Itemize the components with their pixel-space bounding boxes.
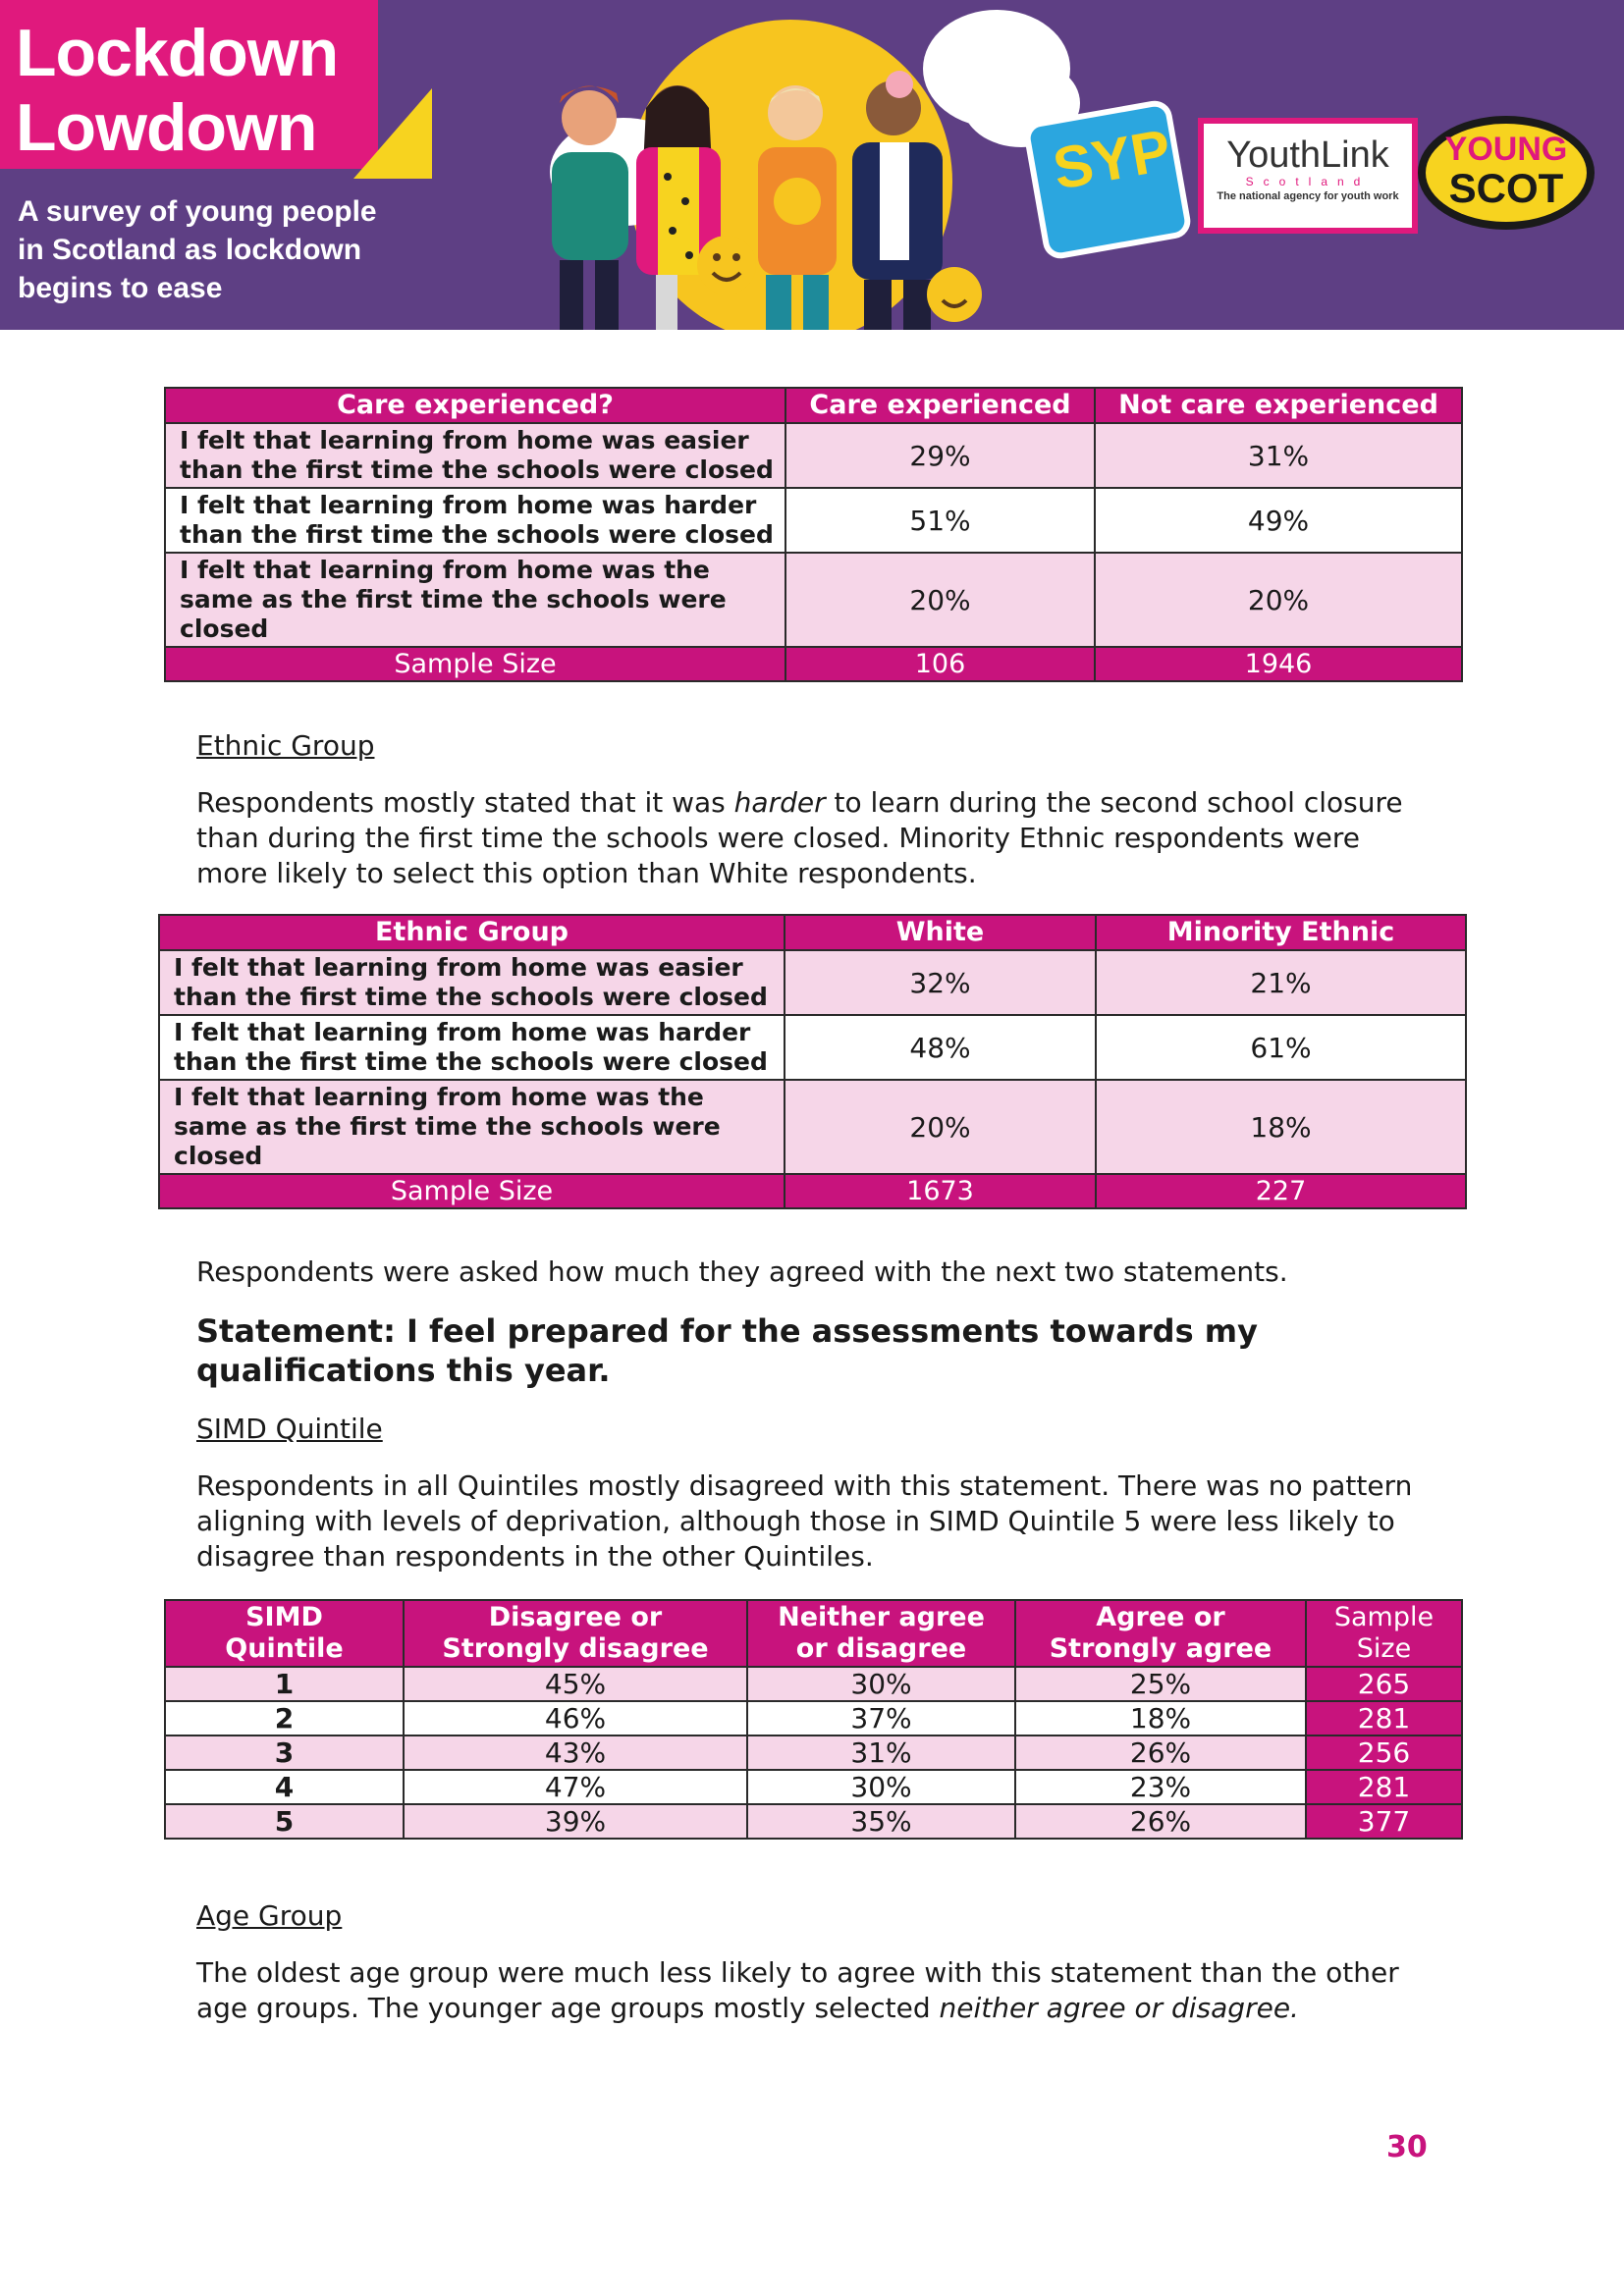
- paragraph-emphasis: harder: [733, 786, 826, 819]
- youthlink-logo: [1198, 118, 1418, 234]
- header-banner: [0, 0, 1624, 330]
- table-cell: 30%: [747, 1667, 1015, 1701]
- quintile-cell: 2: [165, 1701, 404, 1735]
- table-cell: 47%: [404, 1770, 747, 1804]
- table-cell: 26%: [1015, 1735, 1306, 1770]
- care-experienced-table: [164, 387, 1463, 682]
- row-label: I felt that learning from home was the same as the first time the schools were closed: [159, 1080, 785, 1174]
- table-row: [165, 1701, 1462, 1735]
- row-label: I felt that learning from home was harder than the first time the schools were closed: [165, 488, 785, 553]
- table-cell: 48%: [785, 1015, 1096, 1080]
- header-line: SIMD: [245, 1602, 323, 1632]
- sample-size-value: 265: [1306, 1667, 1462, 1701]
- table-cell: 26%: [1015, 1804, 1306, 1839]
- paragraph-emphasis: neither agree or disagree.: [939, 1992, 1299, 2024]
- table-cell: 21%: [1096, 950, 1466, 1015]
- report-subtitle-line: begins to ease: [18, 272, 223, 304]
- report-title: [16, 16, 338, 165]
- table-header: Care experienced?: [165, 388, 785, 423]
- table-row: [159, 950, 1466, 1015]
- quintile-cell: 1: [165, 1667, 404, 1701]
- header-line: Sample: [1333, 1602, 1435, 1632]
- table-cell: 29%: [785, 423, 1095, 488]
- quintile-cell: 4: [165, 1770, 404, 1804]
- table-cell: 20%: [1095, 553, 1462, 647]
- syp-logo-text: SYP: [1048, 116, 1176, 202]
- table-header: Not care experienced: [1095, 388, 1462, 423]
- table-cell: 20%: [785, 1080, 1096, 1174]
- report-title-line: Lockdown: [16, 16, 339, 90]
- row-label: I felt that learning from home was easier than the first time the schools were closed: [165, 423, 785, 488]
- report-subtitle-line: A survey of young people: [18, 195, 377, 228]
- table-cell: 43%: [404, 1735, 747, 1770]
- sample-size-value: 377: [1306, 1804, 1462, 1839]
- row-label: I felt that learning from home was easier than the first time the schools were closed: [159, 950, 785, 1015]
- table-row: [159, 1080, 1466, 1174]
- table-header: [165, 1600, 404, 1667]
- sample-size-value: 281: [1306, 1701, 1462, 1735]
- youthlink-logo-tagline: The national agency for youth work: [1217, 190, 1399, 202]
- table-cell: 25%: [1015, 1667, 1306, 1701]
- table-cell: 51%: [785, 488, 1095, 553]
- report-subtitle-line: in Scotland as lockdown: [18, 234, 362, 266]
- header-line: Agree or: [1096, 1602, 1225, 1632]
- statements-intro: Respondents were asked how much they agreed with the next two statements.: [196, 1255, 1288, 1288]
- header-line: Strongly disagree: [442, 1633, 709, 1664]
- age-group-paragraph: [196, 1955, 1434, 2026]
- simd-paragraph: Respondents in all Quintiles mostly disagreed with this statement. There was no pattern aligning with levels of deprivation, although those in SIMD Quintile 5 were less likely to disagree than respondents in the other Quintiles.: [196, 1469, 1413, 1573]
- banner-accent-triangle: [353, 88, 432, 179]
- sample-size-value: 227: [1096, 1174, 1466, 1208]
- report-title-line: Lowdown: [16, 90, 317, 165]
- row-label: I felt that learning from home was harder than the first time the schools were closed: [159, 1015, 785, 1080]
- youthlink-logo-name: YouthLink: [1226, 134, 1389, 176]
- simd-quintile-table: [164, 1599, 1463, 1840]
- table-cell: 35%: [747, 1804, 1015, 1839]
- table-cell: 45%: [404, 1667, 747, 1701]
- youthlink-logo-scotland: Scotland: [1245, 175, 1371, 188]
- table-row: [159, 1015, 1466, 1080]
- table-cell: 30%: [747, 1770, 1015, 1804]
- table-cell: 31%: [747, 1735, 1015, 1770]
- table-row: [165, 1804, 1462, 1839]
- row-label: I felt that learning from home was the same as the first time the schools were closed: [165, 553, 785, 647]
- header-line: Neither agree: [778, 1602, 985, 1632]
- header-line: Size: [1356, 1633, 1412, 1664]
- table-header: [1015, 1600, 1306, 1667]
- table-cell: 46%: [404, 1701, 747, 1735]
- paragraph-text: to learn during the second school closure than during the first time the schools were closed. Minority Ethnic respondents were more likely to select this option than White respondents.: [196, 786, 1403, 889]
- young-people-illustration: [530, 69, 1041, 330]
- sample-size-value: 106: [785, 647, 1095, 681]
- table-cell: 18%: [1015, 1701, 1306, 1735]
- sample-size-label: Sample Size: [159, 1174, 785, 1208]
- table-row: [165, 1770, 1462, 1804]
- page-number: 30: [1386, 2130, 1428, 2164]
- table-cell: 49%: [1095, 488, 1462, 553]
- sample-size-value: 256: [1306, 1735, 1462, 1770]
- header-line: or disagree: [795, 1633, 967, 1664]
- table-header: Ethnic Group: [159, 915, 785, 950]
- table-header: Minority Ethnic: [1096, 915, 1466, 950]
- table-row: [165, 423, 1462, 488]
- quintile-cell: 3: [165, 1735, 404, 1770]
- table-row: [165, 553, 1462, 647]
- statement-heading: Statement: I feel prepared for the assessments towards my qualifications this year.: [196, 1312, 1258, 1389]
- section-heading-ethnic-group: Ethnic Group: [196, 729, 375, 762]
- table-cell: 20%: [785, 553, 1095, 647]
- sample-size-value: 1946: [1095, 647, 1462, 681]
- header-line: Strongly agree: [1049, 1633, 1272, 1664]
- table-row: [165, 1735, 1462, 1770]
- youngscot-logo: [1418, 116, 1595, 230]
- section-heading-simd-quintile: SIMD Quintile: [196, 1413, 383, 1445]
- sample-size-row: [159, 1174, 1466, 1208]
- sample-size-value: 281: [1306, 1770, 1462, 1804]
- table-cell: 18%: [1096, 1080, 1466, 1174]
- table-cell: 61%: [1096, 1015, 1466, 1080]
- table-header: White: [785, 915, 1096, 950]
- table-cell: 37%: [747, 1701, 1015, 1735]
- table-cell: 39%: [404, 1804, 747, 1839]
- sample-size-label: Sample Size: [165, 647, 785, 681]
- sample-size-value: 1673: [785, 1174, 1096, 1208]
- sample-size-row: [165, 647, 1462, 681]
- table-header: [1306, 1600, 1462, 1667]
- header-line: Disagree or: [488, 1602, 663, 1632]
- paragraph-text: Respondents mostly stated that it was: [196, 786, 734, 819]
- table-cell: 32%: [785, 950, 1096, 1015]
- section-heading-age-group: Age Group: [196, 1899, 343, 1932]
- syp-logo: [1022, 98, 1193, 261]
- paragraph-text: The oldest age group were much less likely to agree with this statement than the other age groups. The younger age groups mostly selected: [196, 1956, 1399, 2024]
- table-header: Care experienced: [785, 388, 1095, 423]
- table-header: [747, 1600, 1015, 1667]
- table-row: [165, 488, 1462, 553]
- table-row: [165, 1667, 1462, 1701]
- header-line: Quintile: [225, 1633, 344, 1664]
- table-header: [404, 1600, 747, 1667]
- youngscot-logo-scot: SCOT: [1448, 165, 1564, 211]
- ethnic-group-table: [158, 914, 1467, 1209]
- quintile-cell: 5: [165, 1804, 404, 1839]
- ethnic-group-paragraph: [196, 785, 1434, 891]
- table-cell: 23%: [1015, 1770, 1306, 1804]
- report-subtitle: [18, 192, 377, 307]
- youngscot-logo-young: YOUNG: [1444, 131, 1568, 168]
- table-cell: 31%: [1095, 423, 1462, 488]
